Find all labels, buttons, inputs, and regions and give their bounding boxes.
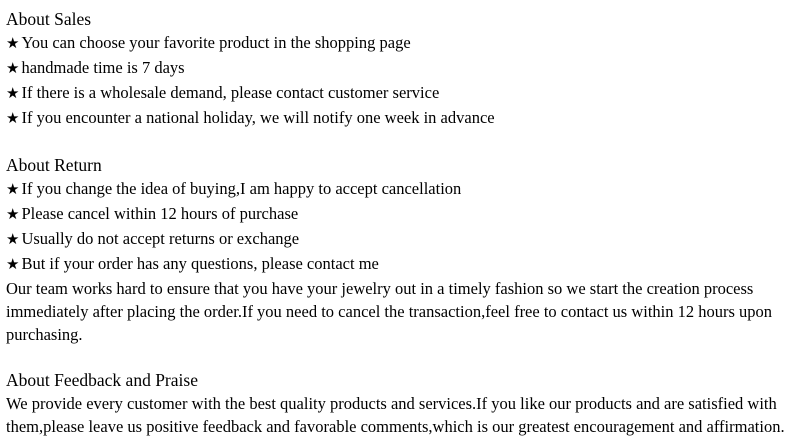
section-heading: About Return	[6, 155, 102, 175]
bullet-text: You can choose your favorite product in the shopping page	[21, 33, 411, 52]
star-icon: ★	[6, 111, 20, 127]
bullet-text: If you encounter a national holiday, we will notify one week in advance	[21, 108, 495, 127]
bullet-text: If you change the idea of buying,I am happy to accept cancellation	[21, 179, 462, 198]
star-icon: ★	[6, 232, 20, 248]
bullet-item	[6, 227, 792, 252]
section-heading: About Feedback and Praise	[6, 370, 198, 390]
bullet-text: If there is a wholesale demand, please contact customer service	[21, 83, 440, 102]
section-spacer	[6, 131, 792, 154]
section-paragraph: Our team works hard to ensure that you have your jewelry out in a timely fashion so we start the creation process immediately after placing the order.If you need to cancel the transaction,feel free to contact us within 12 hours upon purchasing.	[6, 279, 773, 344]
star-icon: ★	[6, 207, 20, 223]
section-about-feedback-and-praise	[6, 369, 792, 438]
bullet-item	[6, 252, 792, 277]
bullet-item	[6, 106, 792, 131]
star-icon: ★	[6, 36, 20, 52]
bullet-item	[6, 31, 792, 56]
section-heading: About Sales	[6, 9, 92, 29]
bullet-text: But if your order has any questions, please contact me	[21, 254, 379, 273]
section-paragraph: We provide every customer with the best quality products and services.If you like our products and are satisfied with them,please leave us positive feedback and favorable comments,which is our greatest encouragement and affirmation.	[6, 394, 785, 436]
bullet-item	[6, 81, 792, 106]
section-about-return	[6, 154, 792, 346]
bullet-item	[6, 202, 792, 227]
star-icon: ★	[6, 61, 20, 77]
star-icon: ★	[6, 182, 20, 198]
bullet-text: handmade time is 7 days	[21, 58, 185, 77]
star-icon: ★	[6, 86, 20, 102]
bullet-text: Usually do not accept returns or exchange	[21, 229, 300, 248]
section-about-sales	[6, 8, 792, 131]
star-icon: ★	[6, 257, 20, 273]
bullet-item	[6, 177, 792, 202]
bullet-item	[6, 56, 792, 81]
bullet-text: Please cancel within 12 hours of purchase	[21, 204, 299, 223]
section-spacer	[6, 346, 792, 369]
